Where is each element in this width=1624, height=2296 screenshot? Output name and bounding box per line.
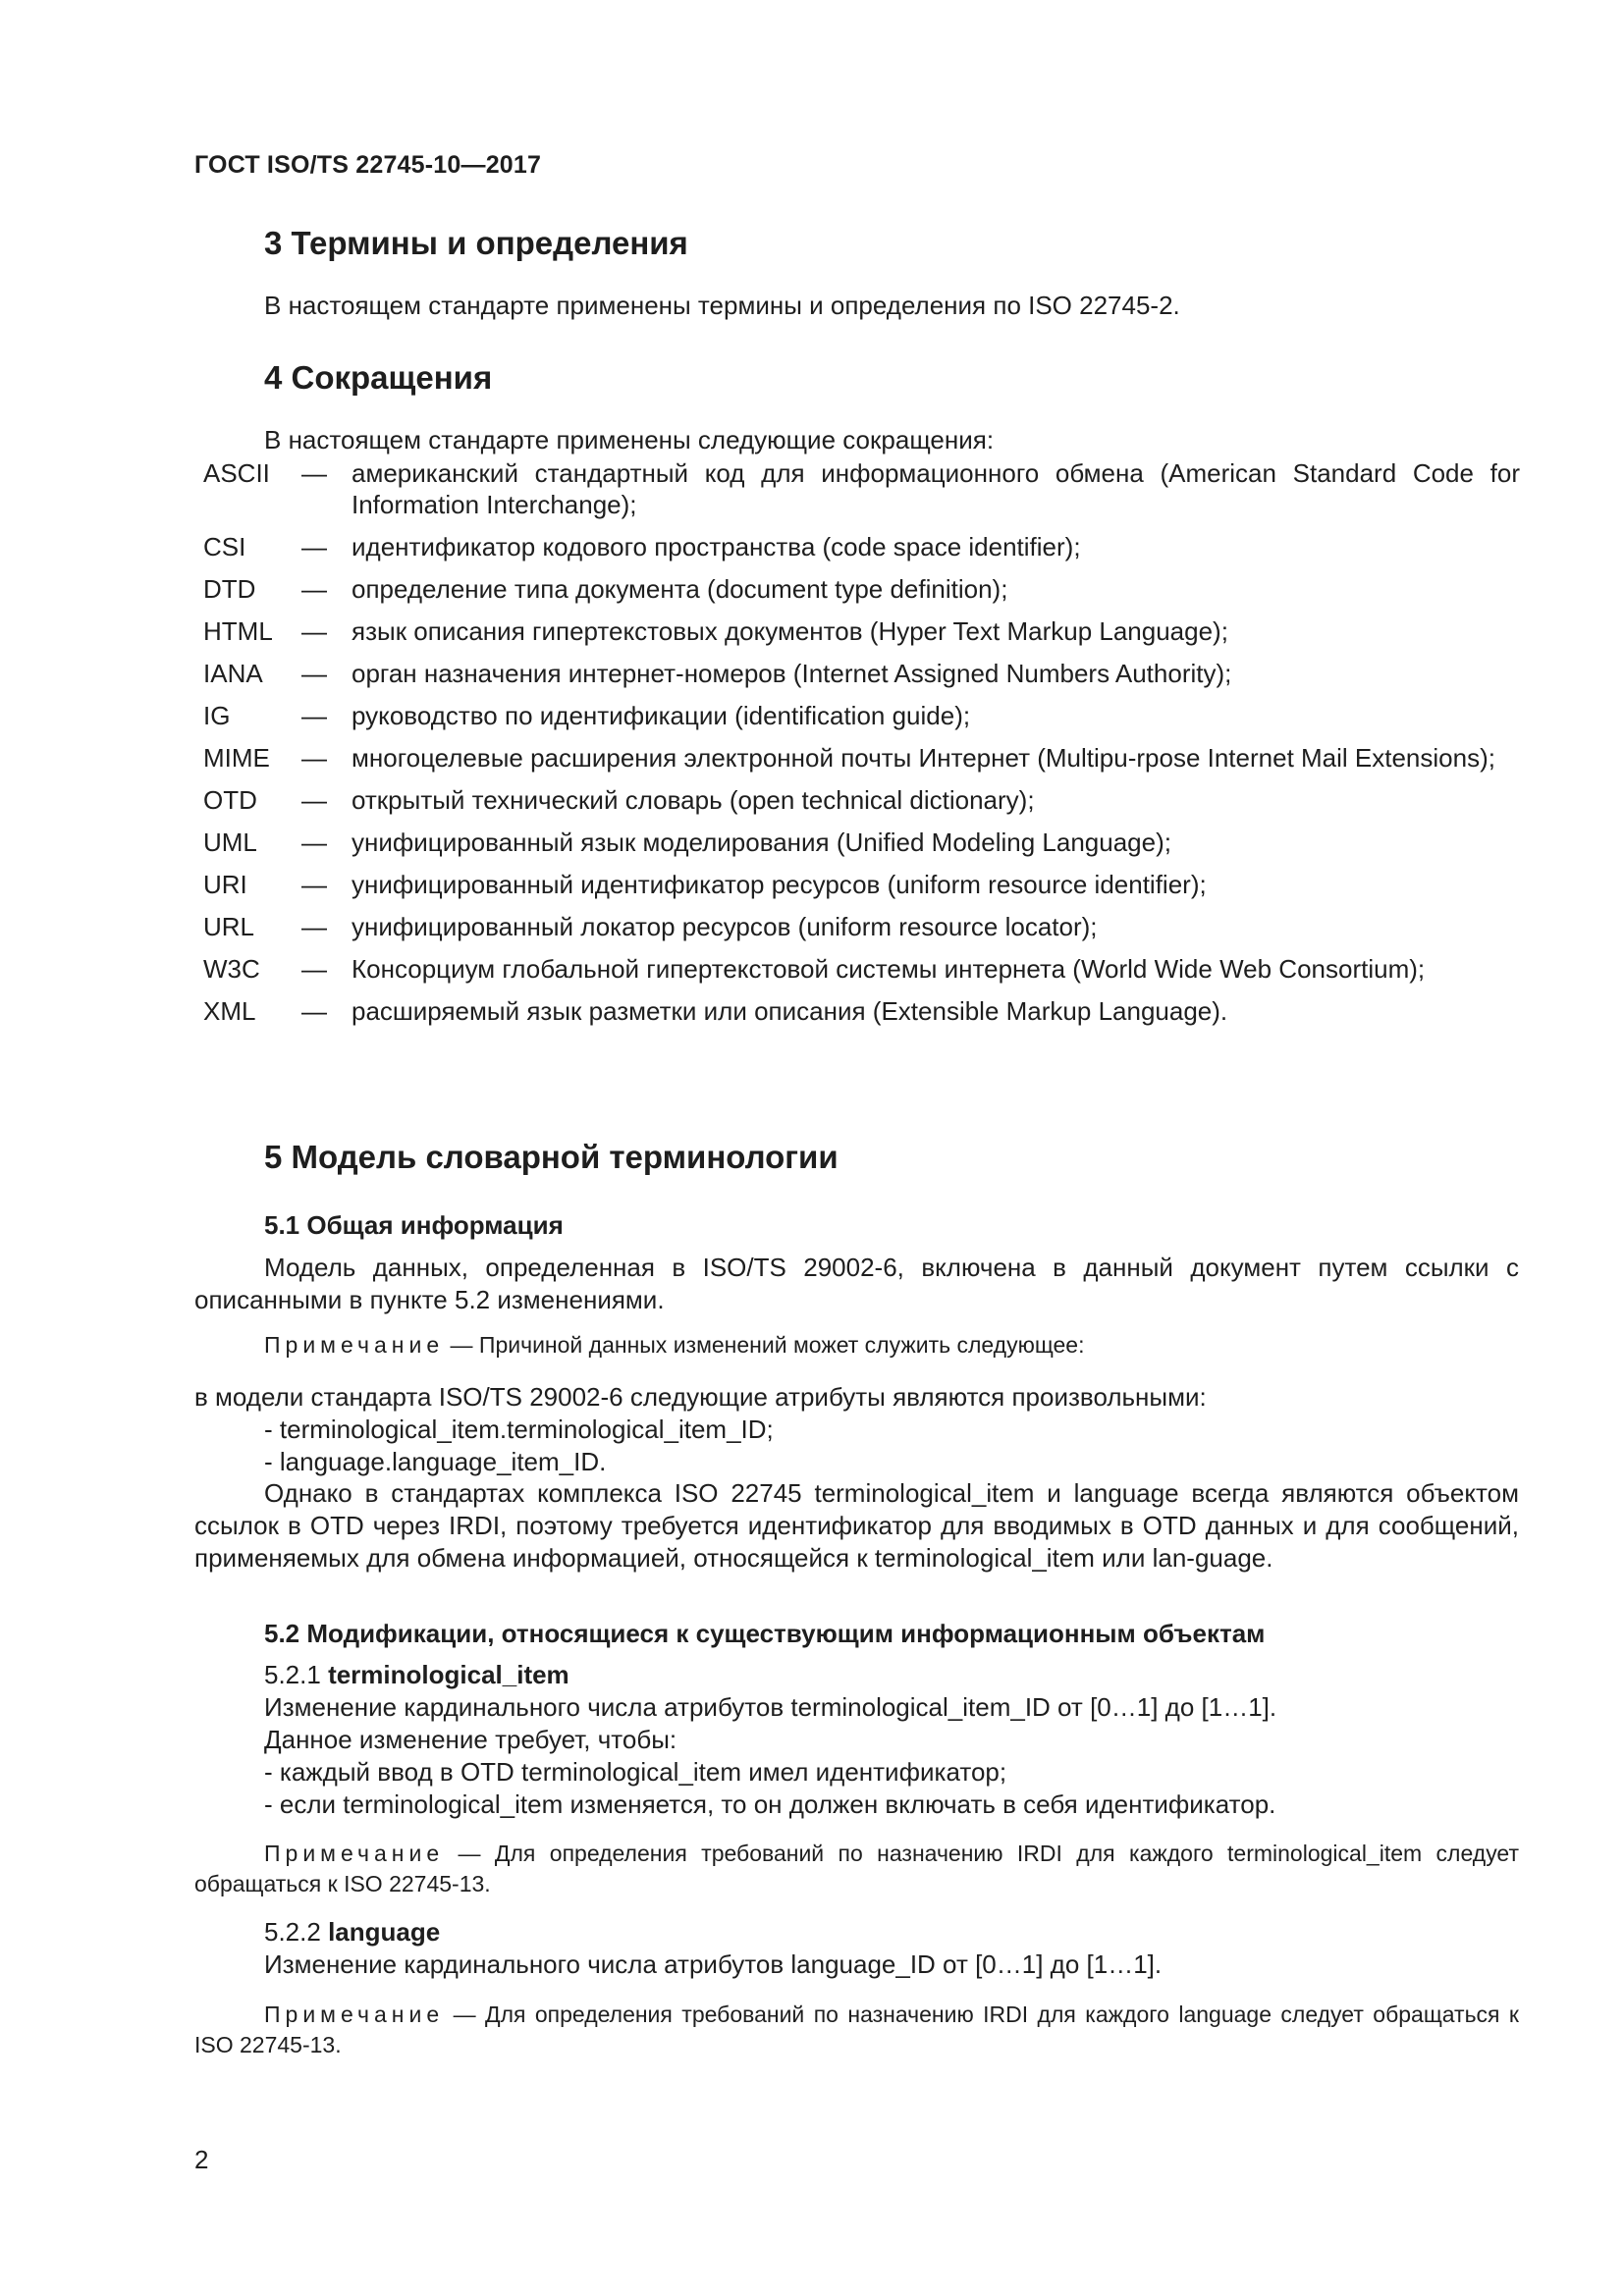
abbreviation-definition: руководство по идентификации (identification guide);	[352, 701, 971, 730]
note-text: — Для определения требований по назначению IRDI для каждого terminological_item следует обращаться к ISO 22745-13.	[194, 1841, 1519, 1896]
abbreviation-term: W3C	[203, 954, 260, 984]
abbreviation-term: HTML	[203, 616, 273, 646]
section-5-2-2-note	[194, 2000, 1519, 2060]
abbreviation-dash: —	[301, 954, 327, 984]
section-5-2-1-heading	[264, 1658, 569, 1691]
section-3-text: В настоящем стандарте применены термины и определения по ISO 22745-2.	[264, 291, 1180, 320]
page-number: 2	[194, 2145, 209, 2174]
abbreviation-dash: —	[301, 785, 327, 815]
abbreviation-dash: —	[301, 743, 327, 773]
abbreviation-dash: —	[301, 616, 327, 646]
section-5-1-paragraph-3: Однако в стандартах комплекса ISO 22745 terminological_item и language всегда являются объектом ссылок в OTD через IRDI, поэтому требуется идентификатор для вводимых в OTD данных и для сообщений, применяемых для обмена информацией, относящейся к terminological_item или lan-guage.	[194, 1478, 1519, 1573]
section-3-title: 3 Термины и определения	[264, 225, 688, 261]
abbreviation-dash: —	[301, 996, 327, 1026]
section-5-2-1-name: terminological_item	[328, 1660, 569, 1689]
abbreviation-definition: унифицированный язык моделирования (Unified Modeling Language);	[352, 828, 1171, 857]
note-text: — Для определения требований по назначению IRDI для каждого language следует обращаться к ISO 22745-13.	[194, 2002, 1519, 2057]
abbreviation-term: ASCII	[203, 458, 270, 488]
abbreviation-dash: —	[301, 532, 327, 561]
section-5-2-2-heading	[264, 1915, 440, 1949]
abbreviation-definition: унифицированный идентификатор ресурсов (uniform resource identifier);	[352, 870, 1207, 899]
abbreviation-term: URL	[203, 912, 255, 941]
section-5-2-title: 5.2 Модификации, относящиеся к существующим информационным объектам	[264, 1619, 1266, 1648]
abbreviation-term: MIME	[203, 743, 270, 773]
abbreviation-term: OTD	[203, 785, 257, 815]
section-5-1-bullet-1: - terminological_item.terminological_item_ID;	[264, 1415, 774, 1444]
abbreviation-term: XML	[203, 996, 256, 1026]
abbreviation-term: DTD	[203, 574, 256, 604]
abbreviation-definition: унифицированный локатор ресурсов (uniform resource locator);	[352, 912, 1098, 941]
abbreviation-definition: американский стандартный код для информационного обмена (American Standard Code for Information Interchange);	[352, 458, 1520, 519]
abbreviation-list	[203, 457, 1519, 1038]
abbreviation-definition: орган назначения интернет-номеров (Internet Assigned Numbers Authority);	[352, 659, 1232, 688]
abbreviation-row	[203, 784, 1519, 816]
section-5-2-1-paragraph-1: Изменение кардинального числа атрибутов terminological_item_ID от [0…1] до [1…1].	[264, 1692, 1277, 1722]
abbreviation-row	[203, 911, 1519, 942]
section-5-1-paragraph-2: в модели стандарта ISO/TS 29002-6 следующие атрибуты являются произвольными:	[194, 1382, 1207, 1412]
abbreviation-dash: —	[301, 574, 327, 604]
abbreviation-definition: определение типа документа (document type definition);	[352, 574, 1008, 604]
section-5-1-paragraph-1: Модель данных, определенная в ISO/TS 29002-6, включена в данный документ путем ссылки с описанными в пункте 5.2 изменениями.	[194, 1253, 1519, 1314]
abbreviation-definition: открытый технический словарь (open technical dictionary);	[352, 785, 1035, 815]
abbreviation-row	[203, 995, 1519, 1027]
abbreviation-row	[203, 573, 1519, 605]
section-5-2-1-bullet-1: - каждый ввод в OTD terminological_item имел идентификатор;	[264, 1757, 1007, 1787]
note-label: Примечание	[264, 1841, 445, 1866]
note-label: Примечание	[264, 1332, 445, 1358]
abbreviation-term: IANA	[203, 659, 263, 688]
abbreviation-definition: многоцелевые расширения электронной почты Интернет (Multipu-rpose Internet Mail Extensions);	[352, 743, 1495, 773]
abbreviation-row	[203, 658, 1519, 689]
abbreviation-row	[203, 953, 1519, 985]
section-5-1-note	[264, 1330, 1519, 1361]
abbreviation-row	[203, 457, 1519, 520]
section-5-2-1-note	[194, 1839, 1519, 1899]
abbreviation-row	[203, 827, 1519, 858]
abbreviation-definition: идентификатор кодового пространства (code space identifier);	[352, 532, 1081, 561]
abbreviation-term: UML	[203, 828, 257, 857]
section-5-1-title: 5.1 Общая информация	[264, 1210, 564, 1240]
section-5-2-2-name: language	[328, 1917, 441, 1947]
abbreviation-row	[203, 869, 1519, 900]
abbreviation-definition: язык описания гипертекстовых документов (Hyper Text Markup Language);	[352, 616, 1228, 646]
section-5-2-1-number: 5.2.1	[264, 1660, 321, 1689]
abbreviation-row	[203, 700, 1519, 731]
section-4-title: 4 Сокращения	[264, 359, 493, 396]
abbreviation-term: URI	[203, 870, 247, 899]
section-5-1-bullet-2: - language.language_item_ID.	[264, 1447, 607, 1476]
note-label: Примечание	[264, 2002, 445, 2027]
document-code: ГОСТ ISO/TS 22745-10—2017	[194, 151, 542, 179]
section-4-intro: В настоящем стандарте применены следующие сокращения:	[264, 425, 995, 454]
abbreviation-dash: —	[301, 701, 327, 730]
abbreviation-row	[203, 531, 1519, 562]
abbreviation-row	[203, 615, 1519, 647]
abbreviation-dash: —	[301, 458, 327, 488]
section-5-2-2-number: 5.2.2	[264, 1917, 321, 1947]
abbreviation-dash: —	[301, 828, 327, 857]
abbreviation-term: IG	[203, 701, 231, 730]
abbreviation-row	[203, 742, 1519, 774]
abbreviation-definition: расширяемый язык разметки или описания (Extensible Markup Language).	[352, 996, 1228, 1026]
section-5-title: 5 Модель словарной терминологии	[264, 1139, 839, 1175]
abbreviation-definition: Консорциум глобальной гипертекстовой системы интернета (World Wide Web Consortium);	[352, 954, 1426, 984]
section-5-2-1-bullet-2: - если terminological_item изменяется, то он должен включать в себя идентификатор.	[264, 1789, 1276, 1819]
abbreviation-dash: —	[301, 912, 327, 941]
note-text: — Причиной данных изменений может служить следующее:	[444, 1332, 1085, 1358]
abbreviation-term: CSI	[203, 532, 246, 561]
section-5-2-1-paragraph-2: Данное изменение требует, чтобы:	[264, 1725, 677, 1754]
section-5-2-2-paragraph-1: Изменение кардинального числа атрибутов language_ID от [0…1] до [1…1].	[264, 1949, 1163, 1979]
abbreviation-dash: —	[301, 659, 327, 688]
abbreviation-dash: —	[301, 870, 327, 899]
